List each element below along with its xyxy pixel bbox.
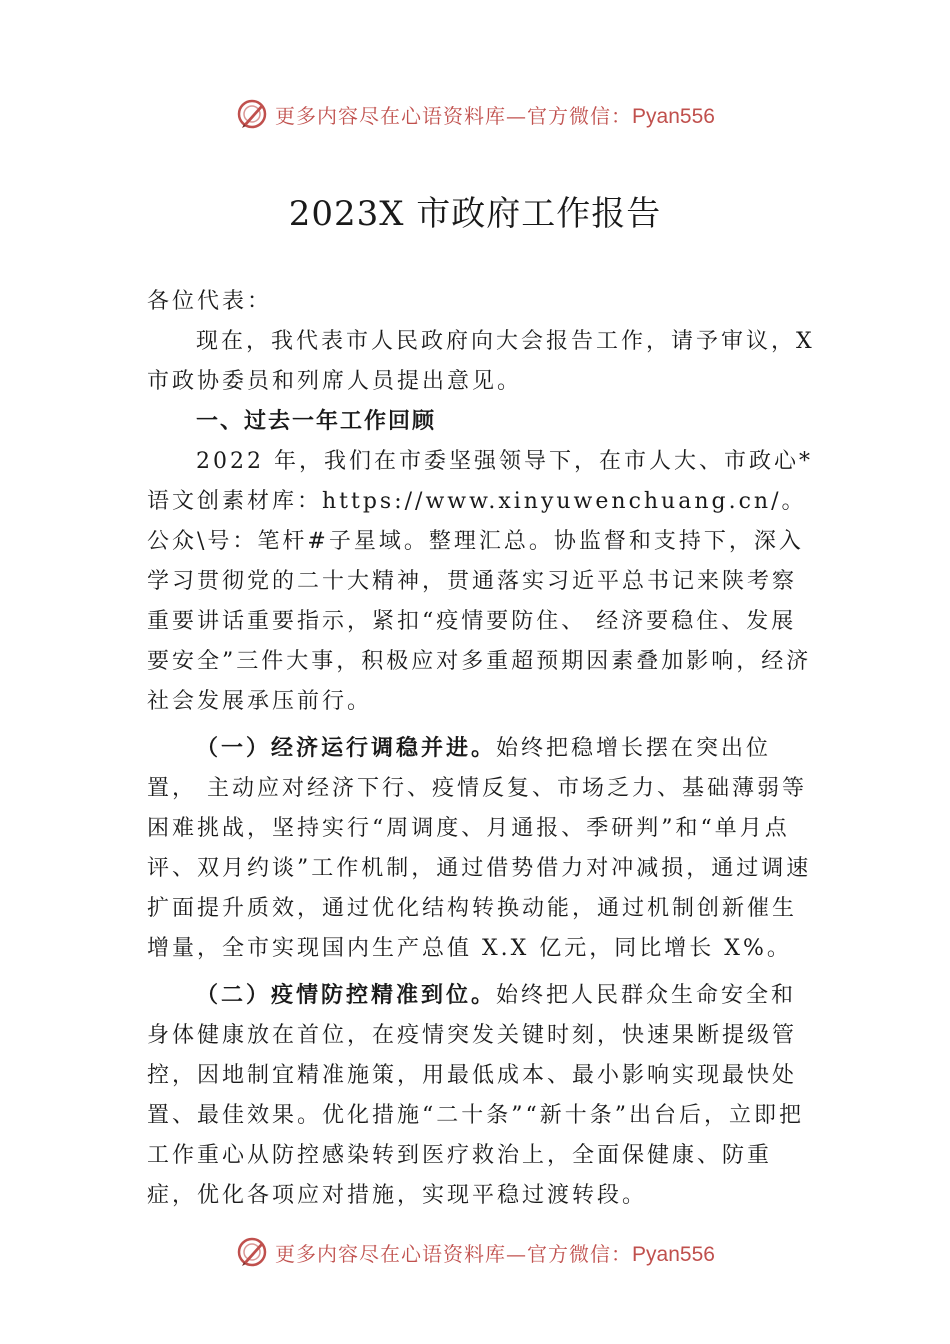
page-title: 2023X 市政府工作报告 bbox=[288, 194, 662, 234]
economy-text: 始终把稳增长摆在突出位置， 主动应对经济下行、疫情反复、市场乏力、基础薄弱等困难挑战，坚持实行“周调度、月通报、季研判”和“单月点评、双月约谈”工作机制，通过借势借力对冲减损，通过调速扩面提升质效，通过优化结构转换动能，通过机制创新催生增量，全市实现国内生产总值 X.X 亿元，同比增长 X%。 bbox=[147, 736, 812, 961]
intro-paragraph: 现在，我代表市人民政府向大会报告工作，请予审议，X 市政协委员和列席人员提出意见。 bbox=[147, 329, 815, 394]
review-paragraph: 2022 年，我们在市委坚强领导下，在市人大、市政心*语文创素材库：https://www.xinyuwenchuang.cn/。公众\号：笔杆#子星域。整理汇总。协监督和支持下，深入学习贯彻党的二十大精神，贯通落实习近平总书记来陕考察重要讲话重要指示，紧扣“疫情要防住、 经济要稳住、发展要安全”三件大事，积极应对多重超预期因素叠加影响，经济社会发展承压前行。 bbox=[147, 449, 813, 714]
banner-text: 更多内容尽在心语资料库—官方微信： bbox=[275, 103, 633, 128]
banner-text: 更多内容尽在心语资料库—官方微信： bbox=[275, 1241, 633, 1266]
wechat-id: Pyan556 bbox=[632, 1242, 715, 1266]
epidemic-lead: （二）疫情防控精准到位。 bbox=[196, 982, 497, 1008]
document-body bbox=[147, 282, 817, 1216]
watermark-banner-bottom bbox=[0, 1232, 950, 1272]
economy-lead: （一）经济运行调稳并进。 bbox=[196, 735, 497, 761]
pen-logo-icon bbox=[235, 97, 269, 131]
section-heading: 一、过去一年工作回顾 bbox=[196, 409, 437, 434]
wechat-id: Pyan556 bbox=[632, 104, 715, 128]
salutation: 各位代表： bbox=[147, 289, 273, 314]
pen-logo-icon bbox=[235, 1235, 269, 1269]
economy-paragraph bbox=[147, 728, 817, 969]
epidemic-text: 始终把人民群众生命安全和身体健康放在首位，在疫情突发关键时刻，快速果断提级管控，因地制宜精准施策，用最低成本、最小影响实现最快处置、最佳效果。优化措施“二十条”“新十条”出台后，立即把工作重心从防控感染转到医疗救治上，全面保健康、防重症，优化各项应对措施，实现平稳过渡转段。 bbox=[147, 983, 804, 1208]
watermark-banner-top bbox=[0, 94, 950, 134]
epidemic-paragraph bbox=[147, 975, 817, 1216]
